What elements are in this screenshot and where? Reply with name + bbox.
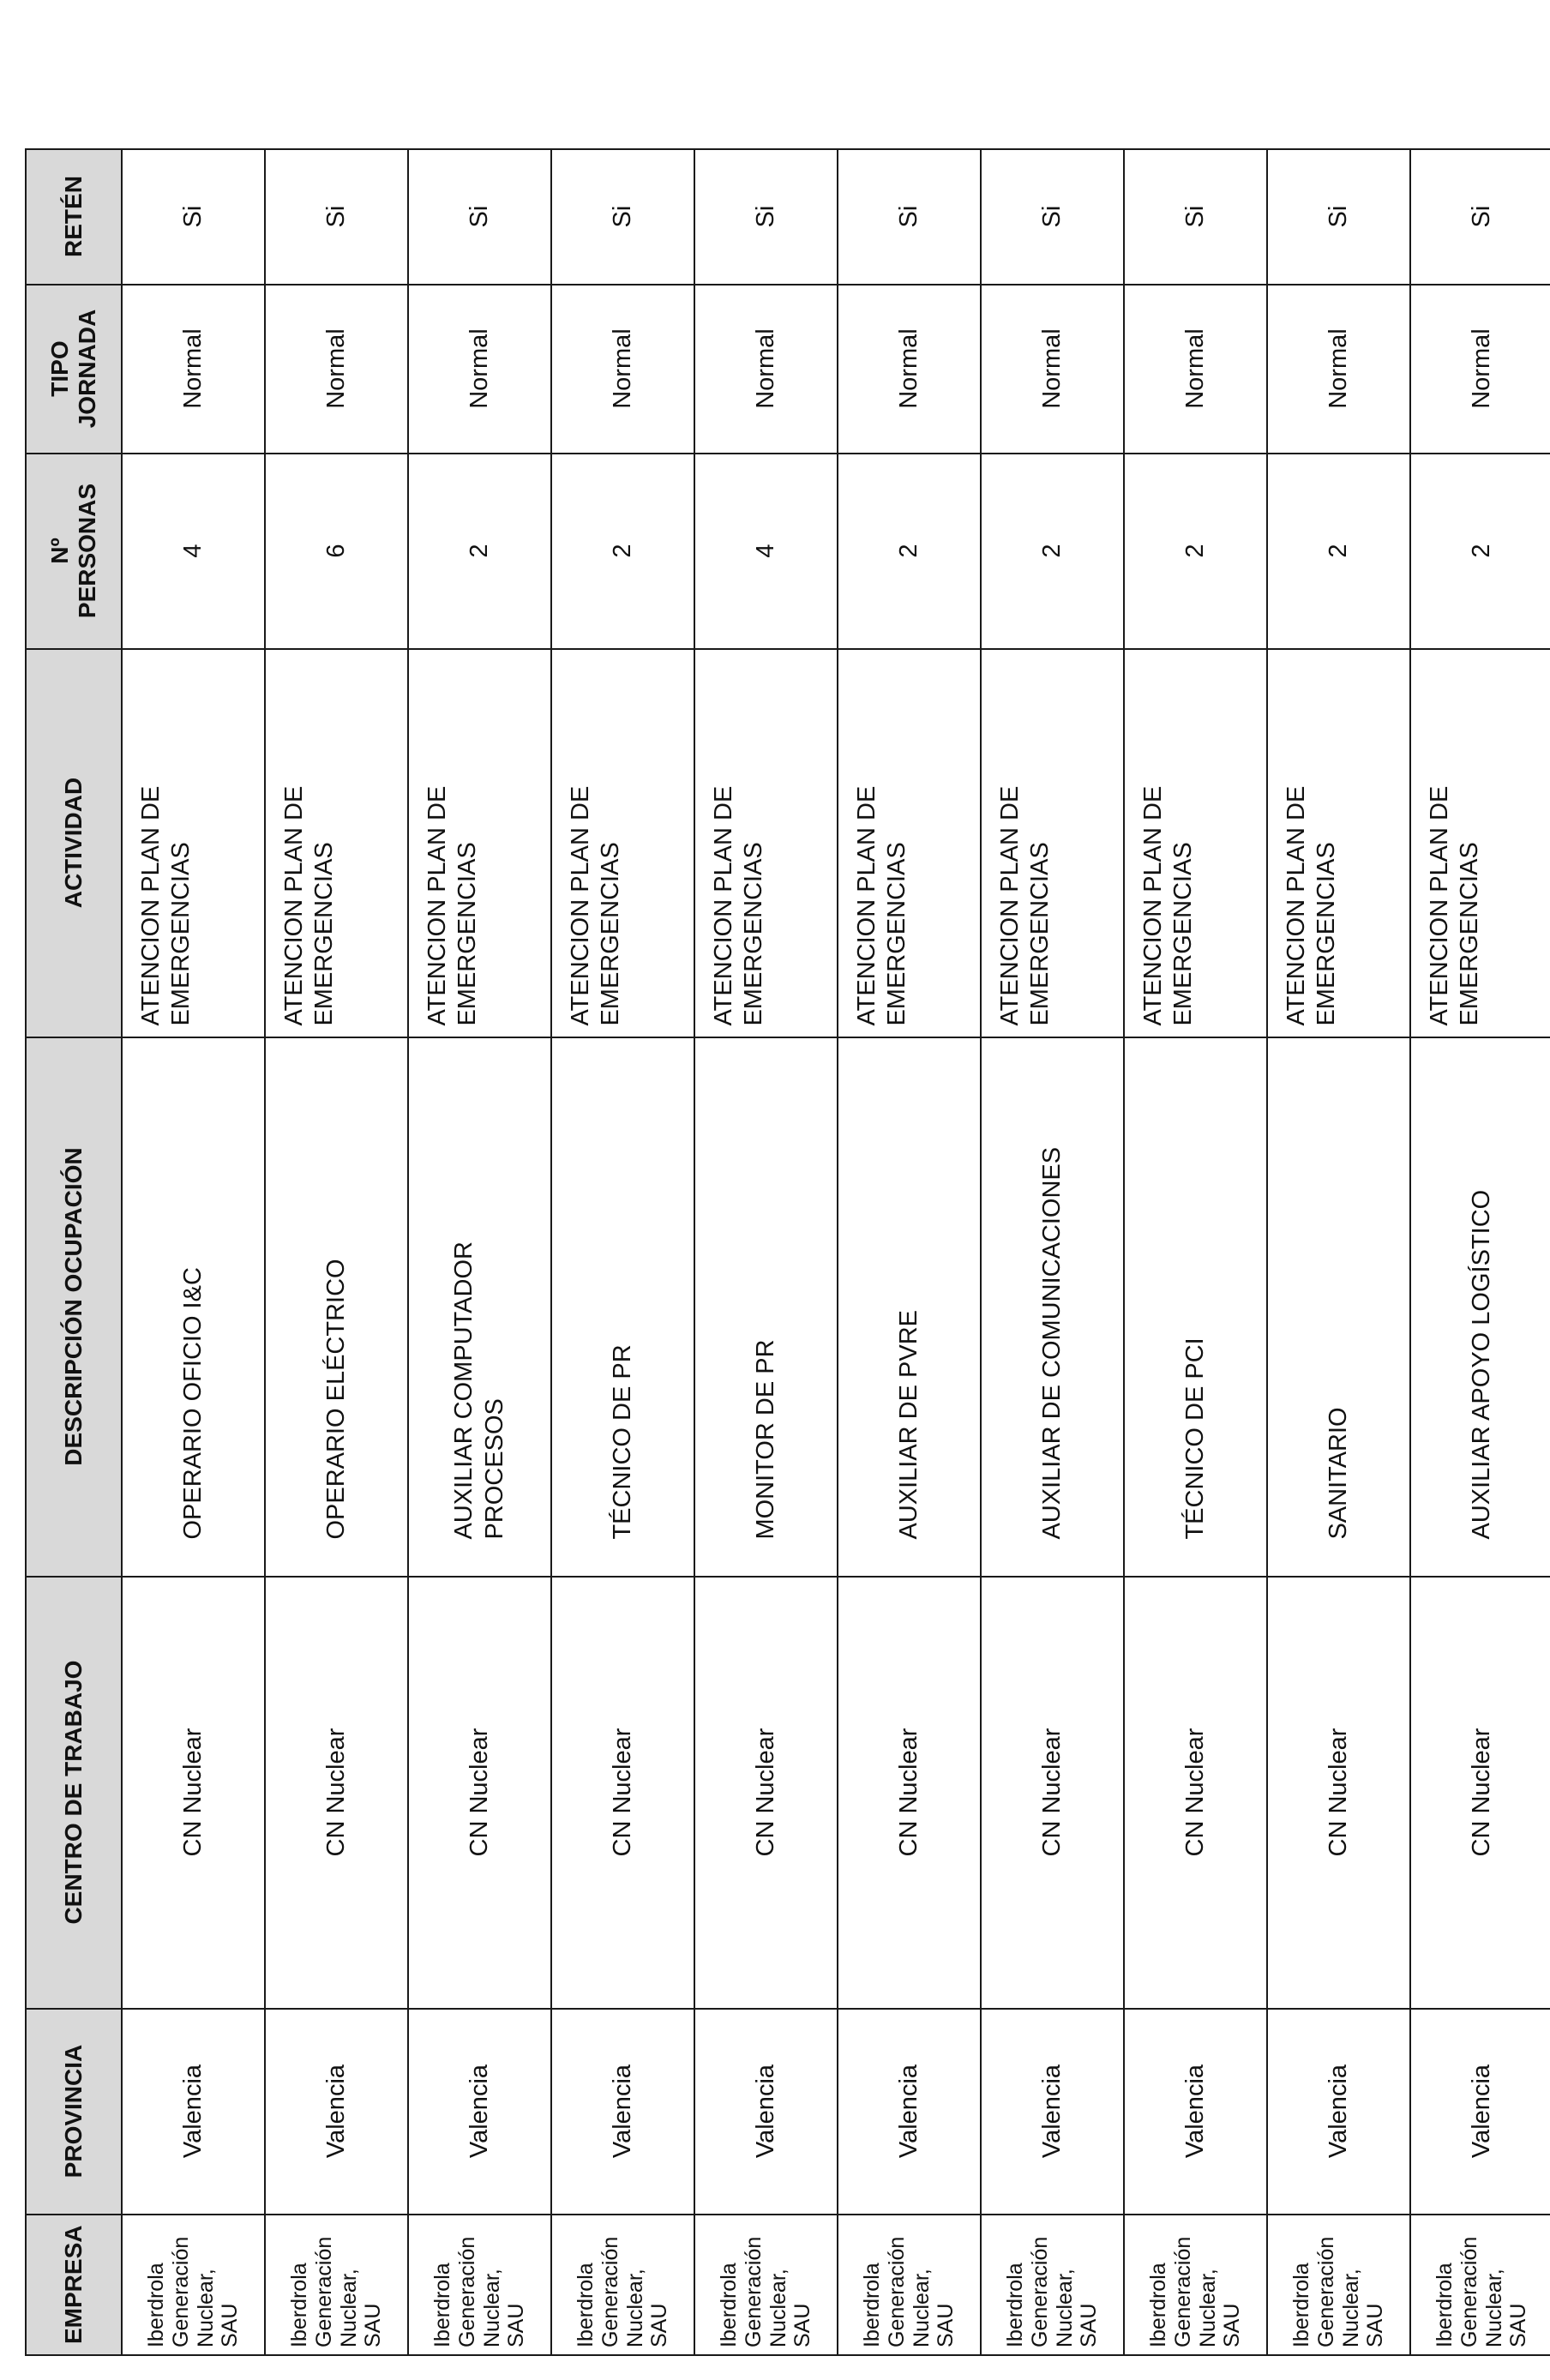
cell-empresa (265, 2215, 408, 2355)
cell-empresa-line3: Nuclear, SAU (1052, 2269, 1102, 2347)
cell-empresa (551, 2215, 694, 2355)
cell-tipo-jornada: Normal (265, 285, 408, 454)
cell-centro-trabajo: CN Nuclear (1267, 1577, 1410, 2009)
cell-empresa-line1: Iberdrola (1146, 2263, 1170, 2347)
cell-centro-trabajo: CN Nuclear (265, 1577, 408, 2009)
cell-actividad (1124, 649, 1267, 1037)
cell-tipo-jornada: Normal (551, 285, 694, 454)
header-tipo-jornada-line2: JORNADA (74, 309, 100, 429)
cell-descripcion-line2: PROCESOS (480, 1398, 508, 1540)
cell-empresa (1124, 2215, 1267, 2355)
cell-actividad-line1: ATENCION PLAN DE (424, 785, 451, 1026)
cell-actividad-line1: ATENCION PLAN DE (137, 785, 165, 1026)
cell-empresa (408, 2215, 551, 2355)
cell-reten: Si (265, 149, 408, 285)
cell-actividad (408, 649, 551, 1037)
cell-descripcion-ocupacion (838, 1037, 981, 1577)
cell-num-personas: 6 (265, 454, 408, 649)
cell-empresa-line3: Nuclear, SAU (622, 2269, 672, 2347)
cell-empresa-line3: Nuclear, SAU (1195, 2269, 1245, 2347)
cell-empresa (838, 2215, 981, 2355)
table-row (408, 149, 551, 2355)
cell-tipo-jornada: Normal (122, 285, 265, 454)
cell-actividad-line2: EMERGENCIAS (597, 842, 625, 1026)
cell-centro-trabajo: CN Nuclear (1410, 1577, 1550, 2009)
cell-empresa-line2: Generación (1170, 2236, 1195, 2347)
cell-num-personas: 2 (838, 454, 981, 649)
header-tipo-jornada (26, 285, 122, 454)
header-num-personas (26, 454, 122, 649)
cell-actividad-line2: EMERGENCIAS (310, 842, 339, 1026)
cell-tipo-jornada: Normal (1267, 285, 1410, 454)
cell-empresa-line3: Nuclear, SAU (193, 2269, 243, 2347)
cell-descripcion-line1: TÉCNICO DE PCI (1181, 1337, 1209, 1540)
cell-reten: Si (551, 149, 694, 285)
cell-descripcion-ocupacion (265, 1037, 408, 1577)
cell-provincia: Valencia (122, 2009, 265, 2215)
cell-provincia: Valencia (1410, 2009, 1550, 2215)
cell-actividad-line1: ATENCION PLAN DE (1426, 785, 1453, 1026)
table-row (1410, 149, 1550, 2355)
cell-actividad-line1: ATENCION PLAN DE (1139, 785, 1167, 1026)
cell-centro-trabajo: CN Nuclear (408, 1577, 551, 2009)
cell-descripcion-ocupacion (408, 1037, 551, 1577)
cell-empresa (694, 2215, 838, 2355)
cell-actividad (694, 649, 838, 1037)
cell-provincia: Valencia (1124, 2009, 1267, 2215)
cell-descripcion-ocupacion (981, 1037, 1124, 1577)
cell-descripcion-line1: OPERARIO OFICIO I&C (178, 1267, 207, 1540)
table-row (1124, 149, 1267, 2355)
cell-empresa-line1: Iberdrola (860, 2263, 884, 2347)
cell-actividad-line2: EMERGENCIAS (883, 842, 911, 1026)
cell-descripcion-line1: AUXILIAR COMPUTADOR (450, 1241, 478, 1540)
cell-reten: Si (981, 149, 1124, 285)
cell-empresa (122, 2215, 265, 2355)
cell-actividad-line1: ATENCION PLAN DE (996, 785, 1024, 1026)
table-row (1267, 149, 1410, 2355)
cell-empresa-line3: Nuclear, SAU (909, 2269, 958, 2347)
cell-actividad-line1: ATENCION PLAN DE (1283, 785, 1310, 1026)
cell-empresa-line3: Nuclear, SAU (479, 2269, 529, 2347)
cell-reten: Si (122, 149, 265, 285)
cell-actividad-line2: EMERGENCIAS (1169, 842, 1198, 1026)
cell-descripcion-line1: MONITOR DE PR (751, 1339, 779, 1540)
cell-provincia: Valencia (981, 2009, 1124, 2215)
cell-tipo-jornada: Normal (694, 285, 838, 454)
cell-tipo-jornada: Normal (981, 285, 1124, 454)
cell-actividad-line2: EMERGENCIAS (167, 842, 195, 1026)
cell-centro-trabajo: CN Nuclear (694, 1577, 838, 2009)
header-row (26, 149, 122, 2355)
cell-empresa-line2: Generación (1313, 2236, 1338, 2347)
cell-empresa-line2: Generación (1457, 2236, 1481, 2347)
header-num-personas-line1: Nº (45, 538, 73, 564)
table-row (838, 149, 981, 2355)
cell-actividad-line2: EMERGENCIAS (1456, 842, 1484, 1026)
cell-empresa-line2: Generación (1027, 2236, 1052, 2347)
cell-num-personas: 2 (1267, 454, 1410, 649)
cell-descripcion-line1: AUXILIAR DE PVRE (894, 1310, 922, 1540)
table-row (694, 149, 838, 2355)
cell-empresa-line2: Generación (454, 2236, 479, 2347)
cell-descripcion-ocupacion (694, 1037, 838, 1577)
cell-empresa-line1: Iberdrola (287, 2263, 311, 2347)
header-tipo-jornada-line1: TIPO (45, 340, 73, 397)
cell-descripcion-line1: AUXILIAR APOYO LOGÍSTICO (1467, 1189, 1495, 1540)
cell-actividad (981, 649, 1124, 1037)
cell-descripcion-line1: TÉCNICO DE PR (608, 1344, 636, 1540)
cell-descripcion-ocupacion (1267, 1037, 1410, 1577)
cell-empresa-line2: Generación (311, 2236, 336, 2347)
cell-centro-trabajo: CN Nuclear (551, 1577, 694, 2009)
cell-empresa-line1: Iberdrola (144, 2263, 168, 2347)
cell-tipo-jornada: Normal (408, 285, 551, 454)
cell-empresa-line2: Generación (598, 2236, 622, 2347)
cell-centro-trabajo: CN Nuclear (1124, 1577, 1267, 2009)
cell-descripcion-line1: SANITARIO (1324, 1407, 1352, 1540)
cell-empresa-line3: Nuclear, SAU (336, 2269, 386, 2347)
cell-empresa-line1: Iberdrola (1289, 2263, 1313, 2347)
cell-num-personas: 2 (408, 454, 551, 649)
cell-provincia: Valencia (694, 2009, 838, 2215)
cell-provincia: Valencia (265, 2009, 408, 2215)
staffing-table (25, 148, 1550, 2356)
cell-empresa (1267, 2215, 1410, 2355)
cell-tipo-jornada: Normal (838, 285, 981, 454)
cell-descripcion-line1: AUXILIAR DE COMUNICACIONES (1037, 1146, 1066, 1540)
cell-empresa-line3: Nuclear, SAU (1481, 2269, 1531, 2347)
cell-actividad-line2: EMERGENCIAS (454, 842, 482, 1026)
cell-provincia: Valencia (838, 2009, 981, 2215)
cell-empresa (1410, 2215, 1550, 2355)
cell-actividad (1267, 649, 1410, 1037)
cell-reten: Si (1410, 149, 1550, 285)
cell-actividad (122, 649, 265, 1037)
table-row (122, 149, 265, 2355)
cell-actividad-line1: ATENCION PLAN DE (853, 785, 880, 1026)
cell-empresa-line1: Iberdrola (1433, 2263, 1457, 2347)
cell-empresa-line1: Iberdrola (430, 2263, 454, 2347)
cell-actividad (265, 649, 408, 1037)
cell-reten: Si (408, 149, 551, 285)
cell-tipo-jornada: Normal (1410, 285, 1550, 454)
cell-empresa-line1: Iberdrola (717, 2263, 741, 2347)
cell-reten: Si (1267, 149, 1410, 285)
cell-empresa-line3: Nuclear, SAU (1338, 2269, 1388, 2347)
cell-descripcion-line1: OPERARIO ELÉCTRICO (321, 1259, 350, 1540)
cell-reten: Si (1124, 149, 1267, 285)
cell-empresa-line2: Generación (741, 2236, 766, 2347)
cell-descripcion-ocupacion (1410, 1037, 1550, 1577)
cell-num-personas: 2 (1124, 454, 1267, 649)
cell-tipo-jornada: Normal (1124, 285, 1267, 454)
cell-empresa-line1: Iberdrola (574, 2263, 598, 2347)
cell-centro-trabajo: CN Nuclear (838, 1577, 981, 2009)
header-provincia: PROVINCIA (26, 2009, 122, 2215)
cell-reten: Si (694, 149, 838, 285)
cell-num-personas: 4 (694, 454, 838, 649)
header-actividad: ACTIVIDAD (26, 649, 122, 1037)
cell-descripcion-ocupacion (1124, 1037, 1267, 1577)
cell-empresa-line2: Generación (884, 2236, 909, 2347)
header-centro-trabajo: CENTRO DE TRABAJO (26, 1577, 122, 2009)
table-row (551, 149, 694, 2355)
cell-actividad-line1: ATENCION PLAN DE (567, 785, 594, 1026)
cell-actividad (1410, 649, 1550, 1037)
cell-actividad-line2: EMERGENCIAS (1026, 842, 1054, 1026)
table-row (265, 149, 408, 2355)
cell-centro-trabajo: CN Nuclear (122, 1577, 265, 2009)
cell-centro-trabajo: CN Nuclear (981, 1577, 1124, 2009)
cell-actividad-line2: EMERGENCIAS (1313, 842, 1341, 1026)
cell-empresa-line2: Generación (168, 2236, 193, 2347)
cell-provincia: Valencia (1267, 2009, 1410, 2215)
cell-actividad (838, 649, 981, 1037)
cell-provincia: Valencia (551, 2009, 694, 2215)
header-empresa: EMPRESA (26, 2215, 122, 2355)
cell-num-personas: 2 (551, 454, 694, 649)
cell-num-personas: 2 (981, 454, 1124, 649)
cell-empresa (981, 2215, 1124, 2355)
cell-provincia: Valencia (408, 2009, 551, 2215)
cell-empresa-line3: Nuclear, SAU (766, 2269, 815, 2347)
cell-actividad-line1: ATENCION PLAN DE (710, 785, 737, 1026)
cell-actividad-line1: ATENCION PLAN DE (280, 785, 308, 1026)
cell-descripcion-ocupacion (551, 1037, 694, 1577)
table-row (981, 149, 1124, 2355)
header-reten: RETÉN (26, 149, 122, 285)
cell-num-personas: 2 (1410, 454, 1550, 649)
header-num-personas-line2: PERSONAS (74, 483, 100, 619)
cell-actividad-line2: EMERGENCIAS (740, 842, 768, 1026)
cell-descripcion-ocupacion (122, 1037, 265, 1577)
cell-reten: Si (838, 149, 981, 285)
cell-num-personas: 4 (122, 454, 265, 649)
cell-empresa-line1: Iberdrola (1003, 2263, 1027, 2347)
cell-actividad (551, 649, 694, 1037)
header-descripcion-ocupacion: DESCRIPCIÓN OCUPACIÓN (26, 1037, 122, 1577)
